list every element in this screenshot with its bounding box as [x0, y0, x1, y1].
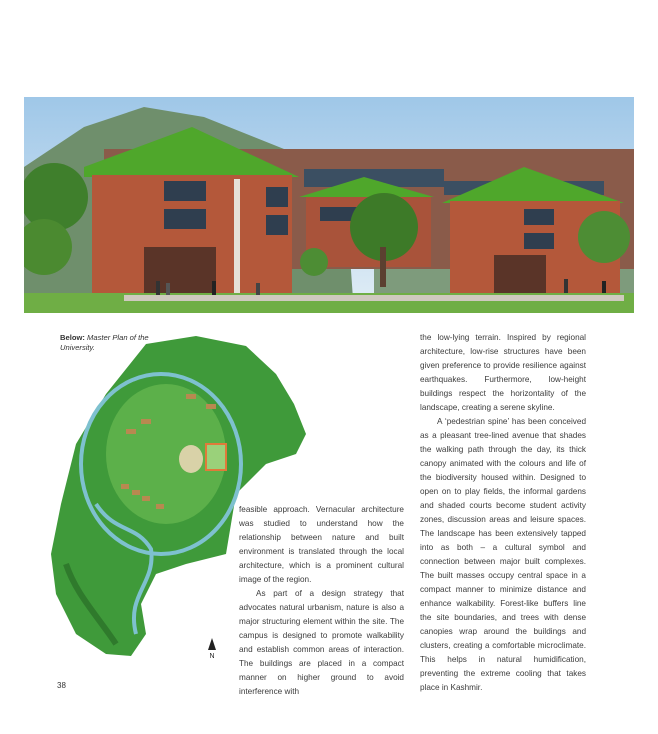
caption-text: Master Plan of the University. — [60, 333, 149, 352]
north-letter: N — [209, 653, 215, 660]
campus-rendering-image — [24, 97, 634, 313]
middle-paragraph-2: As part of a design strategy that advocates natural urbanism, nature is also a major structuring element within the site. The campus is designed to promote walkability and establish common areas of interaction. The buildings are placed in a compact manner on higher ground to avoid interference with — [239, 589, 404, 696]
caption-lead: Below: — [60, 333, 85, 342]
middle-text-column — [239, 503, 404, 699]
right-paragraph-2: A ‘pedestrian spine’ has been conceived as a pleasant tree-lined avenue that shades the walking path through the day, its thick canopy animated with the colours and life of the biodiversity housed within. Designed to open on to play fields, the informal gardens and shaded courts become student activity zones, discussion areas and leisure spaces. The landscape has been extensively tapped into as both – a cultural symbol and connection between major built complexes. The built masses occupy central space in a compact manner to minimize distance and enhance walkability. Forest-like buffers line the site boundaries, and trees with dense canopies wrap around the buildings and clusters, creating a comfortable microclimate. This helps in natural humidification, preventing the extreme cooling that takes place in Kashmir. — [420, 417, 586, 692]
middle-paragraph-1: feasible approach. Vernacular architecture was studied to understand how the relationship between nature and built environment is translated through the local architecture, which is a prominent cultural image of the region. — [239, 505, 404, 584]
page-number: 38 — [57, 681, 66, 690]
right-text-column — [420, 331, 586, 695]
north-arrow-icon — [208, 638, 216, 650]
north-arrow — [205, 638, 219, 664]
right-paragraph-1: the low-lying terrain. Inspired by regional architecture, low-rise structures have been given preference to provide resilience against earthquakes. Furthermore, low-height buildings respect the horizontality of the landscape, creating a serene skyline. — [420, 333, 586, 412]
